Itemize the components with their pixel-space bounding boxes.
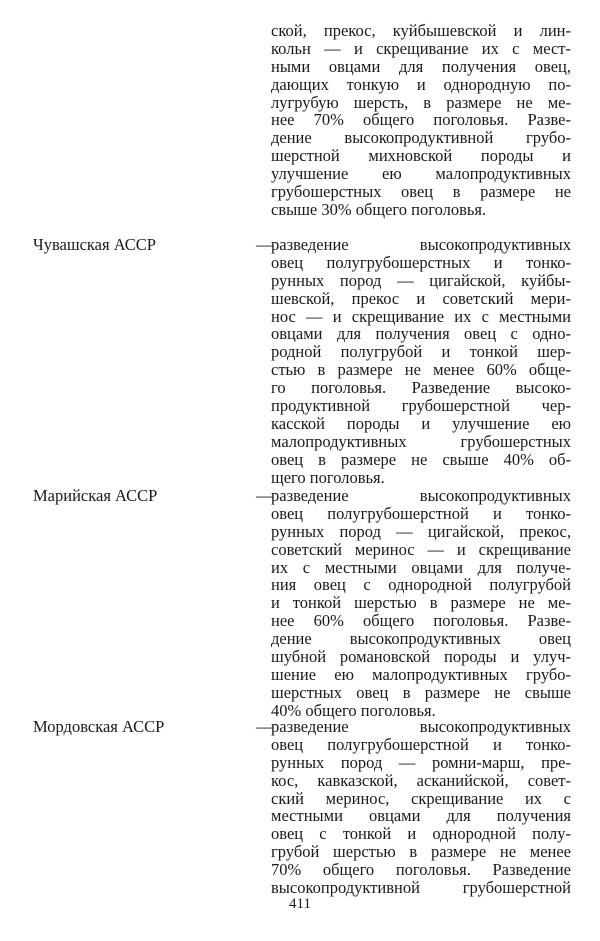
text-line: разведение высокопродуктивных bbox=[271, 717, 571, 736]
text-line: рунных пород — ромни-марш, пре- bbox=[271, 752, 571, 772]
em-dash: — bbox=[256, 717, 273, 736]
text-line: касской породы и улучшение ею bbox=[271, 413, 571, 433]
region-label: Мордовская АССР bbox=[33, 717, 165, 736]
text-line: 70% общего поголовья. Разведение bbox=[271, 860, 571, 880]
text-line: шевской, прекос и советский мери- bbox=[271, 288, 571, 308]
text-line: овец в размере не свыше 40% об- bbox=[271, 449, 571, 469]
region-description bbox=[271, 718, 571, 897]
text-line: дение высокопродуктивных овец bbox=[271, 629, 571, 649]
text-line: шение ею малопродуктивных грубо- bbox=[271, 664, 571, 684]
text-line: ния овец с однородной полугрубой bbox=[271, 575, 571, 595]
text-line: кольн — и скрещивание их с мест- bbox=[271, 38, 571, 58]
continuation-paragraph bbox=[271, 22, 571, 219]
text-line: 40% общего поголовья. bbox=[271, 700, 436, 720]
text-line: нее 60% общего поголовья. Разве- bbox=[271, 611, 571, 631]
text-line: родной полугрубой и тонкой шер- bbox=[271, 342, 571, 362]
text-line: их с местными овцами для получе- bbox=[271, 557, 571, 577]
text-line: го поголовья. Разведение высоко- bbox=[271, 378, 571, 398]
region-label: Чувашская АССР bbox=[33, 235, 156, 254]
text-line: кос, кавказской, асканийской, совет- bbox=[271, 770, 571, 790]
text-line: нос — и скрещивание их с местными bbox=[271, 306, 571, 326]
region-description bbox=[271, 236, 571, 486]
text-line: разведение высокопродуктивных bbox=[271, 486, 571, 505]
text-line: лугрубую шерсть, в размере не ме- bbox=[271, 92, 571, 112]
text-line: рунных пород — цигайской, прекос, bbox=[271, 521, 571, 541]
region-description bbox=[271, 487, 571, 720]
text-line: местными овцами для получения bbox=[271, 806, 571, 826]
text-line: ными овцами для получения овец, bbox=[271, 56, 571, 76]
text-line: дение высокопродуктивной грубо- bbox=[271, 128, 571, 148]
text-line: улучшение ею малопродуктивных bbox=[271, 164, 571, 184]
region-label: Марийская АССР bbox=[33, 486, 158, 505]
text-line: высокопродуктивной грубошерстной bbox=[271, 878, 571, 898]
text-line: овец с тонкой и однородной полу- bbox=[271, 824, 571, 844]
text-line: овцами для получения овец с одно- bbox=[271, 324, 571, 344]
text-line: грубой шерстью в размере не менее bbox=[271, 842, 571, 862]
text-line: щего поголовья. bbox=[271, 467, 385, 487]
text-line: дающих тонкую и однородную по- bbox=[271, 74, 571, 94]
text-line: грубошерстных овец в размере не bbox=[271, 182, 571, 202]
text-line: нее 70% общего поголовья. Разве- bbox=[271, 110, 571, 130]
text-line: свыше 30% общего поголовья. bbox=[271, 199, 487, 219]
text-line: и тонкой шерстью в размере не ме- bbox=[271, 593, 571, 613]
text-line: овец полугрубошерстных и тонко- bbox=[271, 252, 571, 272]
text-line: рунных пород — цигайской, куйбы- bbox=[271, 270, 571, 290]
text-line: советский меринос — и скрещивание bbox=[271, 539, 571, 559]
text-line: шерстной михновской породы и bbox=[271, 146, 571, 166]
em-dash: — bbox=[256, 486, 273, 505]
em-dash: — bbox=[256, 235, 273, 254]
text-line: овец полугрубошерстной и тонко- bbox=[271, 503, 571, 523]
text-line: ской, прекос, куйбышевской и лин- bbox=[271, 21, 571, 40]
text-line: шубной романовской породы и улуч- bbox=[271, 647, 571, 667]
text-line: овец полугрубошерстной и тонко- bbox=[271, 734, 571, 754]
text-line: разведение высокопродуктивных bbox=[271, 235, 571, 254]
text-line: ский меринос, скрещивание их с bbox=[271, 788, 571, 808]
text-line: стью в размере не менее 60% обще- bbox=[271, 360, 571, 380]
page-number: 411 bbox=[289, 896, 311, 912]
text-line: продуктивной грубошерстной чер- bbox=[271, 396, 571, 416]
text-line: шерстных овец в размере не свыше bbox=[271, 682, 571, 702]
text-line: малопродуктивных грубошерстных bbox=[271, 431, 571, 451]
